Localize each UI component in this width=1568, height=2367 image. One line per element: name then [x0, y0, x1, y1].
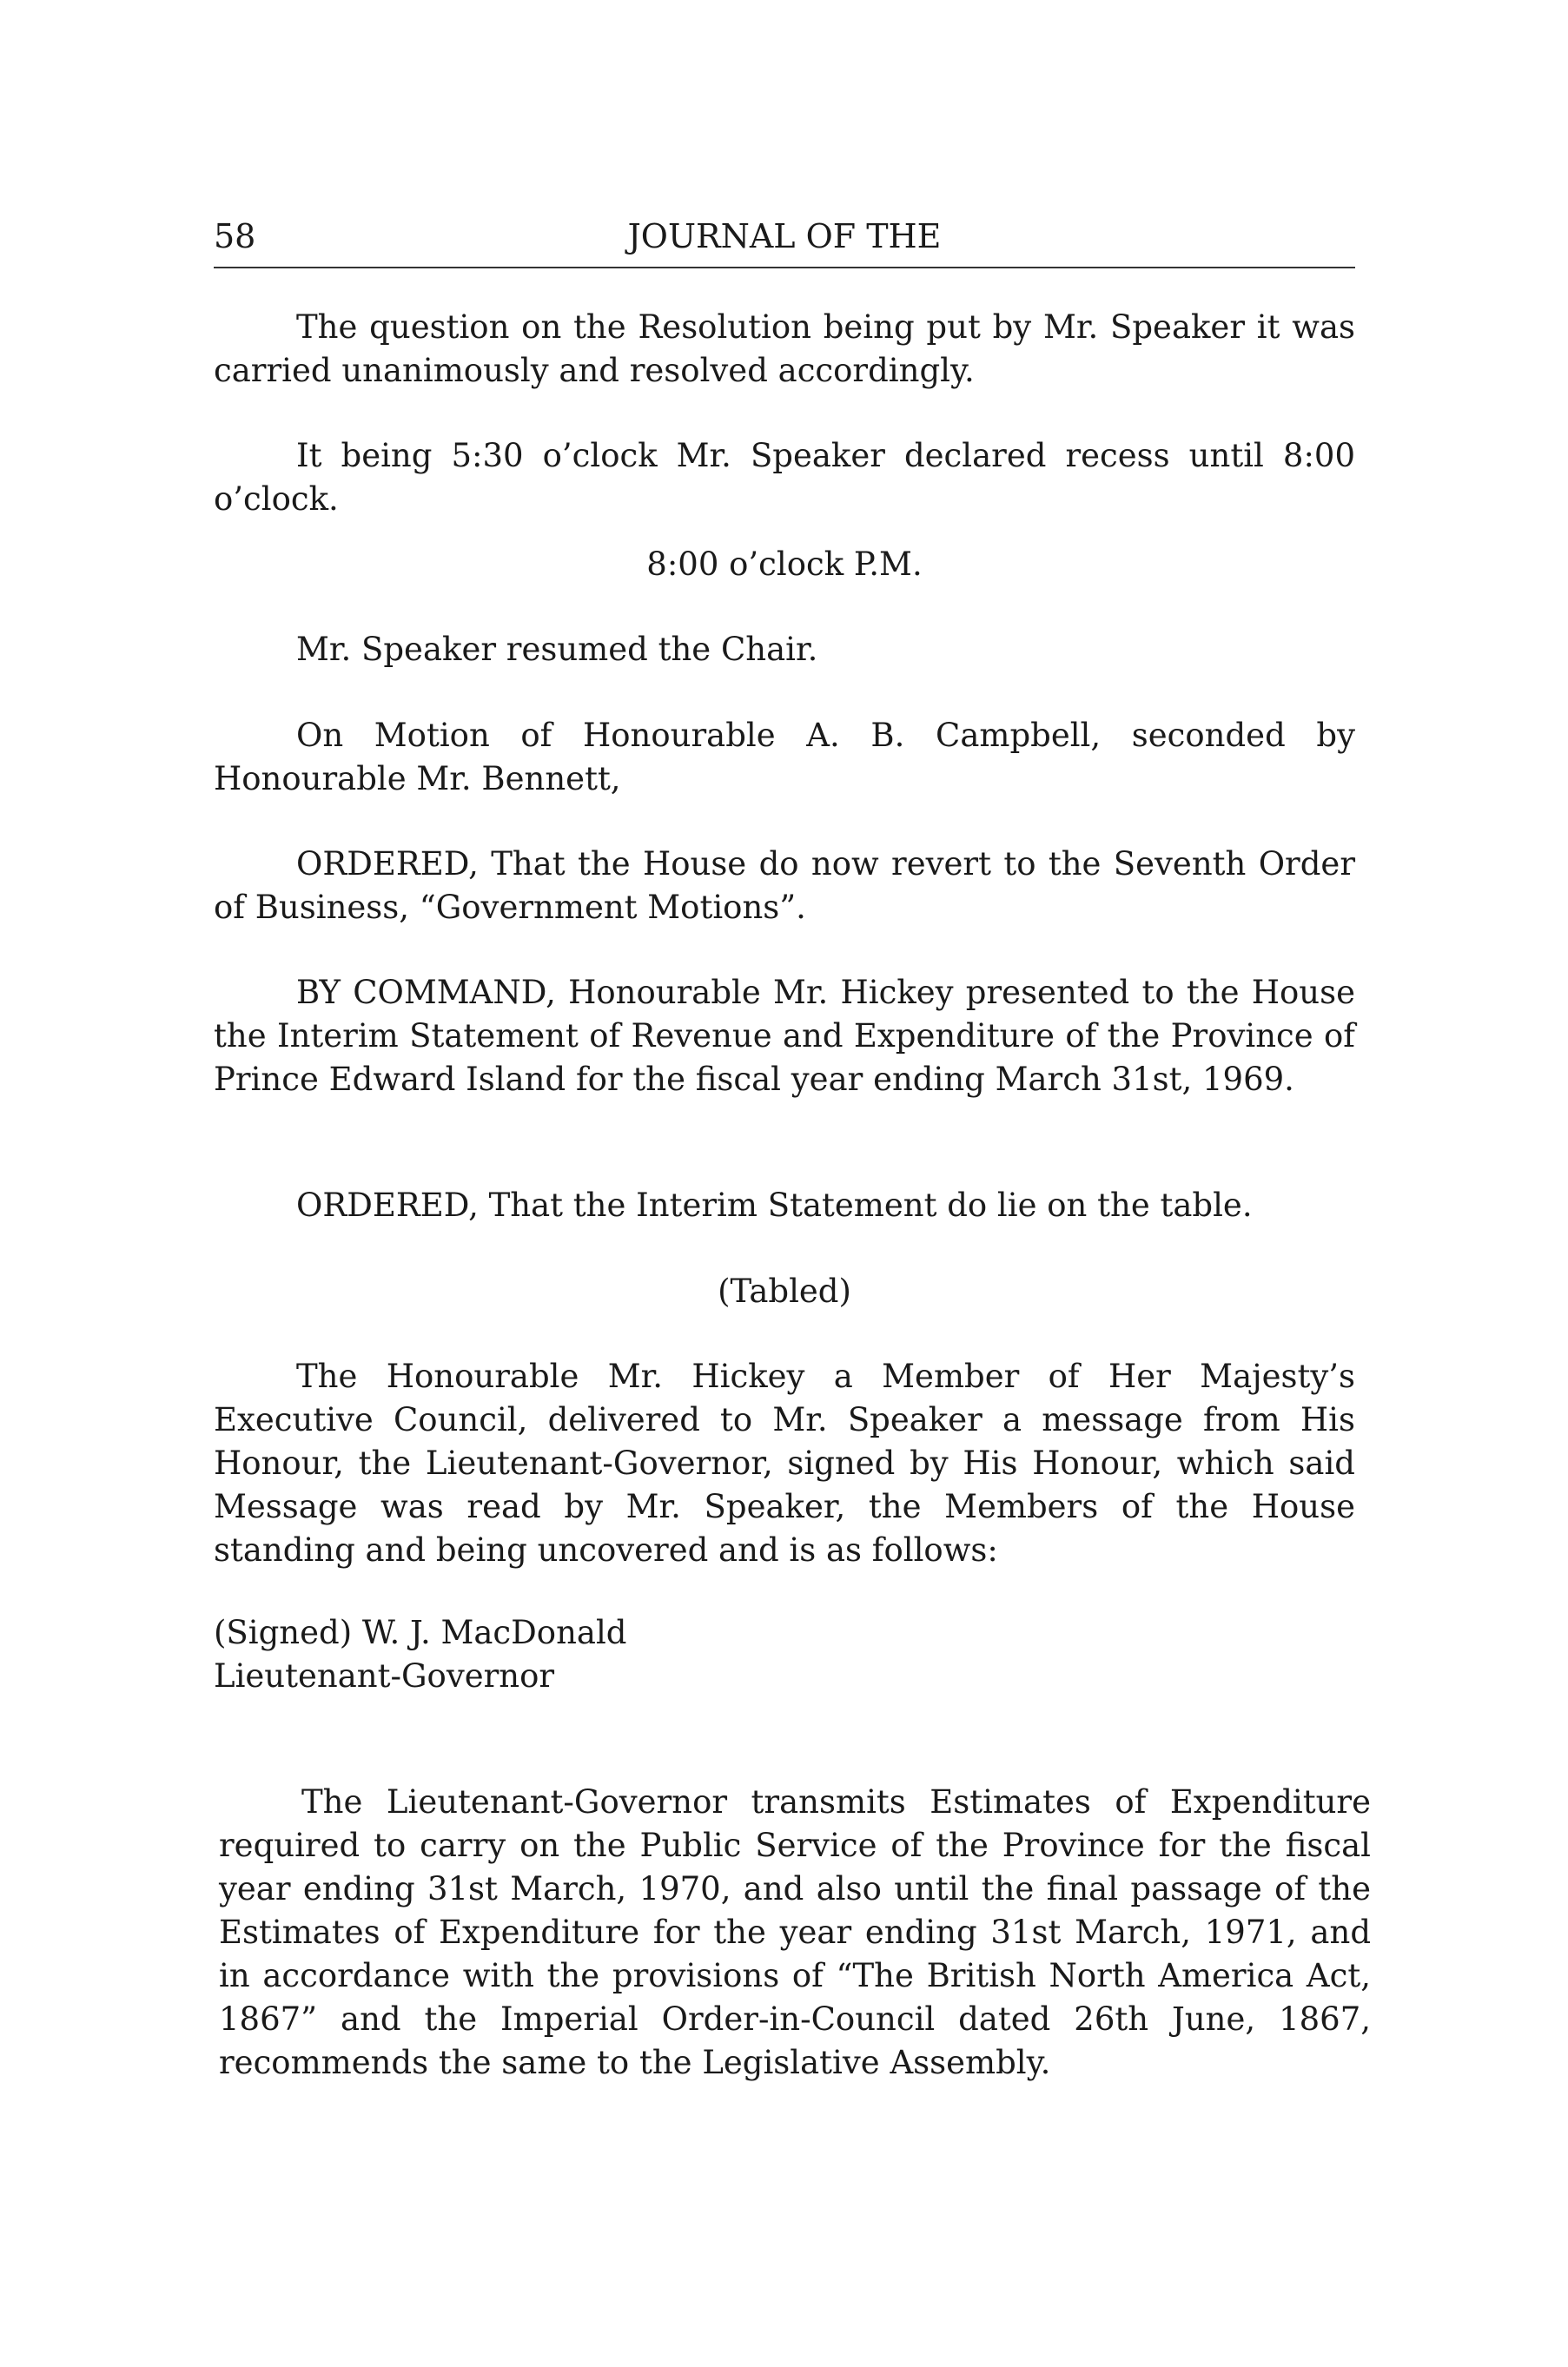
- paragraph-message: The Honourable Mr. Hickey a Member of Her Majesty’s Executive Council, delivered to Mr. Speaker a message from His Honour, the Lieutenant-Governor, signed by His Honour, which said Message was read by Mr. Speaker, the Members of the House standing and being uncovered and is as follows:: [214, 1358, 1355, 1569]
- running-head: JOURNAL OF THE: [627, 217, 942, 255]
- time-heading: 8:00 o’clock P.M.: [646, 545, 923, 583]
- paragraph-ordered-revert: ORDERED, That the House do now revert to the Seventh Order of Business, “Government Motions”.: [214, 845, 1355, 926]
- page-number: 58: [214, 217, 256, 255]
- paragraph-estimates: The Lieutenant-Governor transmits Estimates of Expenditure required to carry on the Public Service of the Province for the fiscal year ending 31st March, 1970, and also until the final passage of the Estimates of Expenditure for the year ending 31st March, 1971, and in accordance with the provisions of “The British North America Act, 1867” and the Imperial Order-in-Council dated 26th June, 1867, recommends the same to the Legislative Assembly.: [219, 1783, 1371, 2081]
- paragraph-resolution-carried: The question on the Resolution being put by Mr. Speaker it was carried unanimously and resolved accordingly.: [214, 308, 1355, 389]
- page-header: [214, 215, 1355, 268]
- paragraph-motion: On Motion of Honourable A. B. Campbell, seconded by Honourable Mr. Bennett,: [214, 717, 1355, 797]
- paragraph-recess: It being 5:30 o’clock Mr. Speaker declared recess until 8:00 o’clock.: [214, 437, 1355, 518]
- paragraph-speaker-resumed: Mr. Speaker resumed the Chair.: [296, 631, 818, 668]
- signature-line: (Signed) W. J. MacDonald: [214, 1614, 627, 1651]
- paragraph-ordered-table: ORDERED, That the Interim Statement do lie on the table.: [296, 1187, 1253, 1224]
- signature-title: Lieutenant-Governor: [214, 1657, 555, 1695]
- tabled-note: (Tabled): [718, 1273, 851, 1310]
- paragraph-by-command: BY COMMAND, Honourable Mr. Hickey presented to the House the Interim Statement of Revenue and Expenditure of the Province of Prince Edward Island for the fiscal year ending March 31st, 1969.: [214, 974, 1355, 1098]
